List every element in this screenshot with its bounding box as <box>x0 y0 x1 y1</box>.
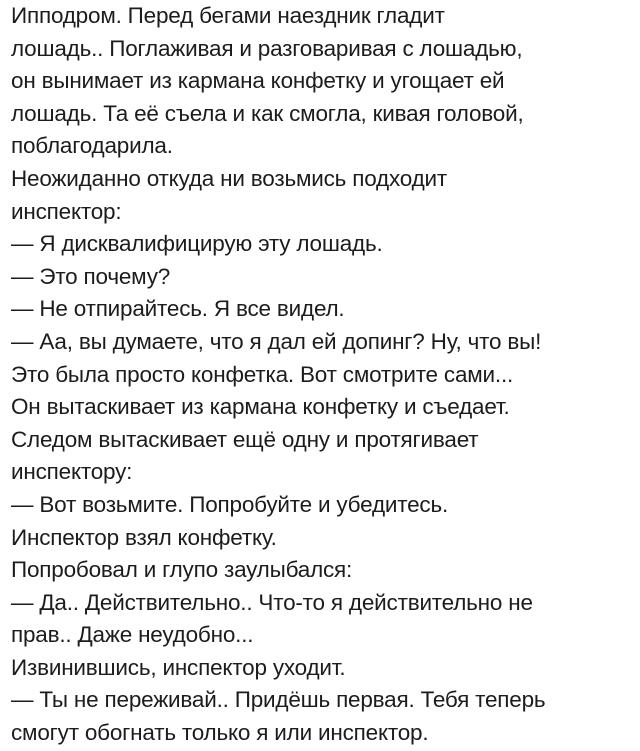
text-line: Попробовал и глупо заулыбался: <box>11 557 353 583</box>
text-line: смогут обогнать только я или инспектор. <box>11 720 429 746</box>
text-line: Ипподром. Перед бегами наездник гладит <box>11 3 445 28</box>
text-line: Инспектор взял конфетку. <box>11 524 277 550</box>
text-line: инспектор: <box>11 198 122 224</box>
text-line: Следом вытаскивает ещё одну и протягивает <box>11 426 479 452</box>
text-line: прав.. Даже неудобно... <box>11 622 254 648</box>
text-line: поблагодарила. <box>11 133 173 159</box>
text-line: он вынимает из кармана конфетку и угощает ей <box>11 68 505 94</box>
text-line: Он вытаскивает из кармана конфетку и съедает. <box>11 394 510 420</box>
text-line: — Аа, вы думаете, что я дал ей допинг? Ну, что вы! <box>11 328 542 354</box>
text-line: Неожиданно откуда ни возьмись подходит <box>11 165 447 191</box>
joke-text <box>11 0 636 750</box>
text-line: Извинившись, инспектор уходит. <box>11 654 346 680</box>
text-line: — Не отпирайтесь. Я все видел. <box>11 296 345 322</box>
text-line: — Это почему? <box>11 263 171 289</box>
text-line: Это была просто конфетка. Вот смотрите сами... <box>11 361 514 387</box>
text-line: — Я дисквалифицирую эту лошадь. <box>11 231 383 257</box>
text-line: — Вот возьмите. Попробуйте и убедитесь. <box>11 491 449 517</box>
text-line: лошадь. Та её съела и как смогла, кивая головой, <box>11 100 524 126</box>
text-line: инспектору: <box>11 459 133 485</box>
text-line: лошадь.. Поглаживая и разговаривая с лошадью, <box>11 35 523 61</box>
text-line: — Да.. Действительно.. Что-то я действительно не <box>11 589 533 615</box>
text-line: — Ты не переживай.. Придёшь первая. Тебя теперь <box>11 687 546 713</box>
